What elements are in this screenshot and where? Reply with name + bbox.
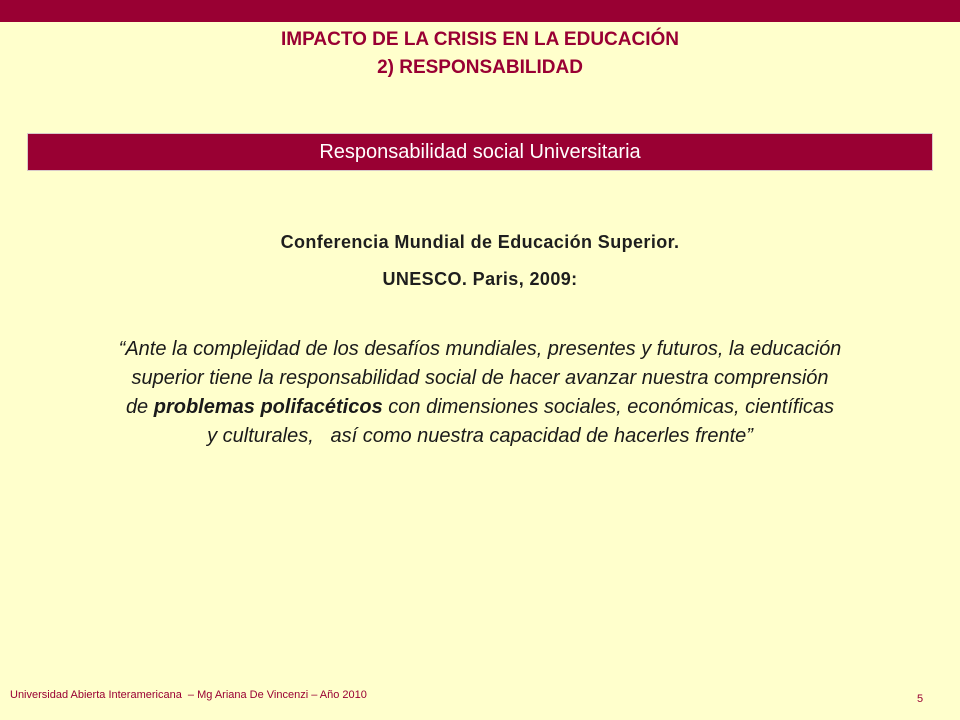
- top-bar: [0, 0, 960, 22]
- conference-title: Conferencia Mundial de Educación Superior.: [280, 232, 680, 252]
- section-banner: Responsabilidad social Universitaria: [27, 133, 933, 171]
- quote-line-3-start: de: [125, 396, 154, 418]
- conference-subtitle: UNESCO. Paris, 2009:: [382, 269, 578, 289]
- page-number: 5: [917, 693, 924, 705]
- quote-line-3-end: con dimensiones sociales, económicas, científicas: [382, 396, 835, 418]
- footer-credit: Universidad Abierta Interamericana – Mg Ariana De Vincenzi – Año 2010: [10, 689, 367, 701]
- slide-title-line1: IMPACTO DE LA CRISIS EN LA EDUCACIÓN: [281, 29, 679, 50]
- quote-block: [0, 335, 960, 451]
- quote-line-3: [0, 393, 960, 422]
- slide-title: [0, 26, 960, 82]
- quote-line-2: superior tiene la responsabilidad social de hacer avanzar nuestra comprensión: [131, 367, 829, 389]
- conference-heading: [0, 224, 960, 298]
- slide-title-line2: 2) RESPONSABILIDAD: [377, 57, 583, 78]
- quote-line-1: “Ante la complejidad de los desafíos mundiales, presentes y futuros, la educación: [118, 338, 842, 360]
- quote-line-4: y culturales, así como nuestra capacidad de hacerles frente”: [207, 425, 753, 447]
- quote-emphasis: problemas polifacéticos: [153, 396, 383, 418]
